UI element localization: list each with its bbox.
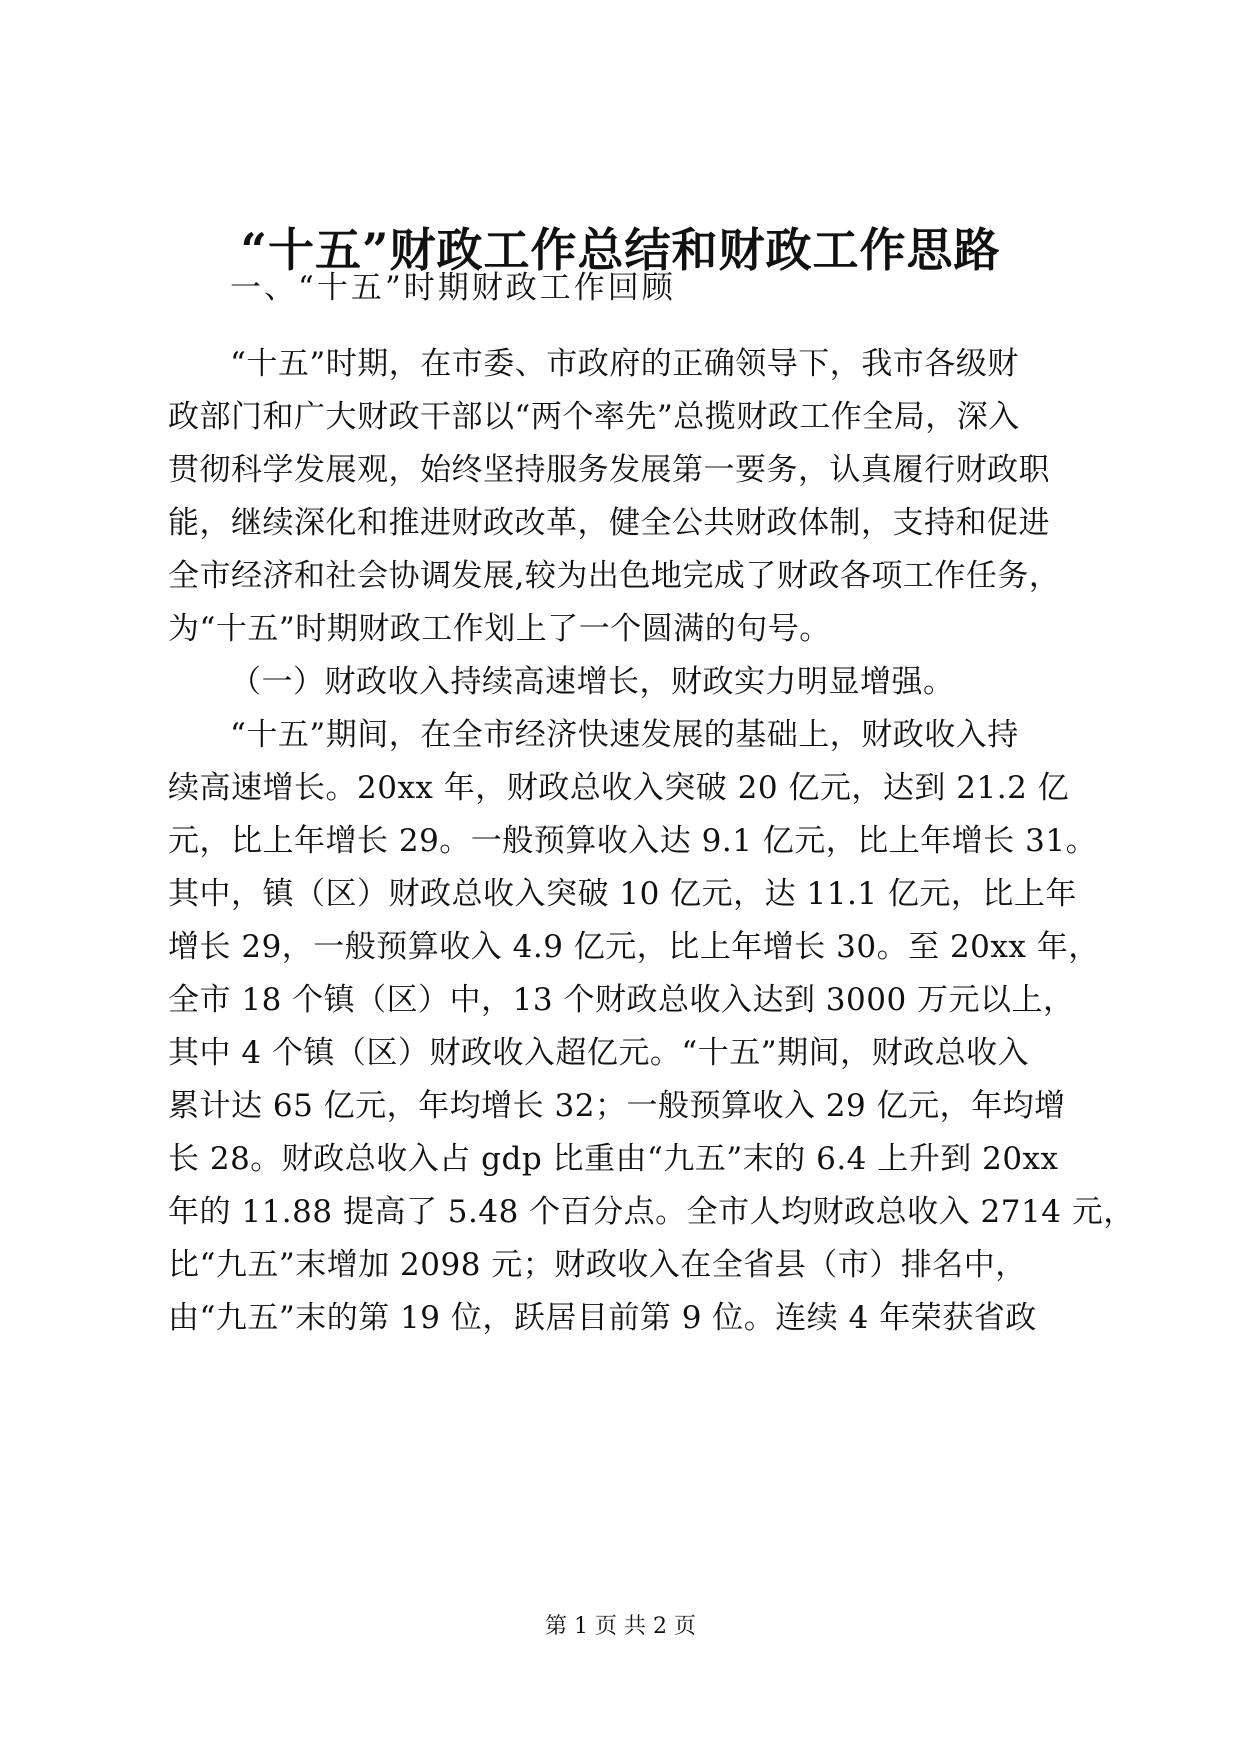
section-heading: 一、“十五”时期财政工作回顾: [230, 270, 676, 306]
paragraph1-line: 政部门和广大财政干部以“两个率先”总揽财政工作全局，深入: [168, 399, 1020, 435]
paragraph1-line: “十五”时期，在市委、市政府的正确领导下，我市各级财: [230, 346, 1019, 382]
paragraph2-line: 续高速增长。20xx 年，财政总收入突破 20 亿元，达到 21.2 亿: [168, 770, 1070, 806]
paragraph2-line: 比“九五”末增加 2098 元；财政收入在全省县（市）排名中，: [168, 1247, 1027, 1283]
paragraph2-line: 全市 18 个镇（区）中，13 个财政总收入达到 3000 万元以上，: [168, 982, 1075, 1018]
paragraph2-line: 长 28。财政总收入占 gdp 比重由“九五”末的 6.4 上升到 20xx: [168, 1141, 1059, 1177]
page-footer: 第 1 页 共 2 页: [545, 1614, 696, 1639]
paragraph1-line: 为“十五”时期财政工作划上了一个圆满的句号。: [168, 611, 831, 647]
paragraph1-line: 全市经济和社会协调发展,较为出色地完成了财政各项工作任务，: [168, 558, 1061, 594]
paragraph2-line: 元，比上年增长 29。一般预算收入达 9.1 亿元，比上年增长 31。: [168, 823, 1098, 859]
paragraph2-line: 其中 4 个镇（区）财政收入超亿元。“十五”期间，财政总收入: [168, 1035, 1030, 1071]
subsection-heading: （一）财政收入持续高速增长，财政实力明显增强。: [230, 664, 955, 700]
paragraph2-line: 其中，镇（区）财政总收入突破 10 亿元，达 11.1 亿元，比上年: [168, 876, 1077, 912]
paragraph1-line: 能，继续深化和推进财政改革，健全公共财政体制，支持和促进: [168, 505, 1050, 541]
document-title: “十五”财政工作总结和财政工作思路: [240, 223, 1001, 277]
paragraph2-line: “十五”期间，在全市经济快速发展的基础上，财政收入持: [230, 717, 1019, 753]
paragraph1-line: 贯彻科学发展观，始终坚持服务发展第一要务，认真履行财政职: [168, 452, 1050, 488]
paragraph2-line: 由“九五”末的第 19 位，跃居目前第 9 位。连续 4 年荣获省政: [168, 1300, 1037, 1336]
paragraph2-line: 年的 11.88 提高了 5.48 个百分点。全市人均财政总收入 2714 元，: [168, 1194, 1135, 1230]
paragraph2-line: 增长 29，一般预算收入 4.9 亿元，比上年增长 30。至 20xx 年，: [168, 929, 1100, 965]
paragraph2-line: 累计达 65 亿元，年均增长 32；一般预算收入 29 亿元，年均增: [168, 1088, 1066, 1124]
